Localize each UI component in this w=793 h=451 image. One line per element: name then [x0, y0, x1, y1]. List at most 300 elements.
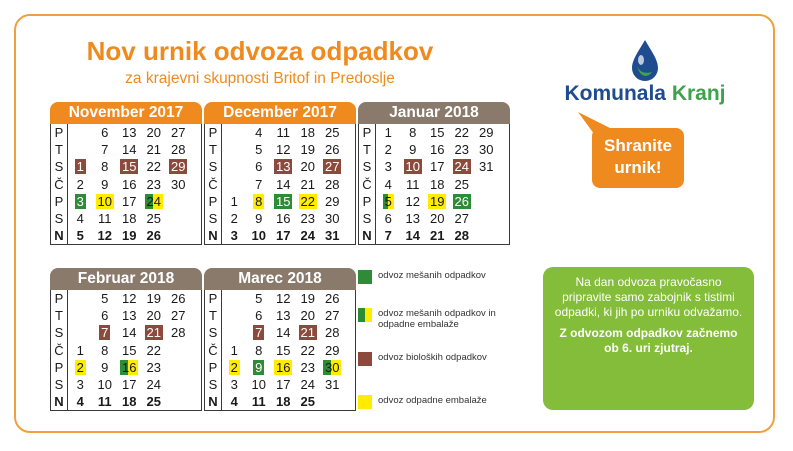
day-cell [247, 324, 272, 341]
day-number: 4 [230, 394, 238, 410]
day-number: 4 [255, 125, 263, 140]
week-row [359, 124, 509, 141]
day-number: 27 [325, 308, 340, 324]
day-number: 10 [251, 228, 266, 244]
day-number: 26 [325, 142, 340, 158]
day-cell [93, 193, 118, 210]
day-number: 17 [430, 159, 445, 175]
day-number: 12 [405, 193, 420, 209]
day-cell [142, 376, 167, 393]
day-number: 3 [384, 159, 392, 175]
day-cell [117, 324, 142, 341]
day-number: 14 [276, 176, 291, 192]
day-cell [222, 342, 247, 359]
day-number: 5 [384, 193, 392, 209]
calendar-november-2017 [50, 102, 202, 245]
week-row [51, 124, 201, 141]
day-cell [68, 141, 93, 158]
day-number: 28 [325, 176, 340, 192]
day-number: 21 [430, 228, 445, 244]
day-cell [296, 227, 321, 244]
day-number: 16 [122, 359, 137, 375]
day-cell [247, 193, 272, 210]
day-number: 20 [300, 308, 315, 324]
day-number: 25 [146, 394, 161, 410]
day-cell [166, 141, 191, 158]
day-number: 26 [454, 193, 469, 209]
day-cell [401, 124, 426, 141]
day-number: 10 [97, 193, 112, 209]
day-number: 27 [171, 125, 186, 140]
day-name: P [205, 290, 222, 307]
day-name: S [51, 376, 68, 393]
day-number: 5 [76, 228, 84, 244]
day-number: 15 [122, 342, 137, 358]
day-cell [271, 376, 296, 393]
day-number: 29 [171, 159, 186, 175]
day-cell [296, 193, 321, 210]
logo-wordmark [540, 82, 750, 106]
day-cell [142, 324, 167, 341]
day-number: 21 [300, 325, 315, 341]
day-cell [68, 290, 93, 307]
day-number: 3 [76, 376, 84, 392]
day-number: 19 [122, 228, 137, 244]
day-number: 5 [255, 142, 263, 158]
day-name: N [51, 393, 68, 410]
day-number: 10 [405, 159, 420, 175]
day-number: 26 [146, 228, 161, 244]
day-cell [222, 324, 247, 341]
day-cell [271, 359, 296, 376]
day-cell [68, 176, 93, 193]
day-number: 16 [122, 176, 137, 192]
day-number: 21 [146, 325, 161, 341]
day-cell [166, 210, 191, 227]
day-number: 20 [146, 125, 161, 140]
day-cell [117, 193, 142, 210]
day-cell [450, 227, 475, 244]
day-number: 8 [255, 342, 263, 358]
day-number: 31 [325, 228, 340, 244]
day-cell [166, 342, 191, 359]
day-number: 22 [146, 159, 161, 175]
day-number: 16 [276, 359, 291, 375]
week-row [51, 359, 201, 376]
day-cell [296, 158, 321, 175]
day-cell [474, 193, 499, 210]
day-cell [376, 176, 401, 193]
day-number: 5 [255, 291, 263, 306]
legend-swatch-yellow [358, 395, 372, 409]
week-row [205, 290, 355, 307]
day-cell [425, 193, 450, 210]
day-number: 3 [230, 376, 238, 392]
day-number: 21 [300, 176, 315, 192]
page-title: Nov urnik odvoza odpadkov [86, 36, 434, 66]
day-cell [93, 307, 118, 324]
day-cell [166, 290, 191, 307]
day-number: 11 [276, 125, 290, 140]
day-cell [247, 141, 272, 158]
day-cell [93, 141, 118, 158]
day-number: 8 [101, 159, 109, 175]
day-cell [450, 176, 475, 193]
day-name: S [359, 210, 376, 227]
company-logo [540, 38, 750, 108]
day-name: P [205, 359, 222, 376]
day-cell [320, 307, 345, 324]
day-cell [222, 307, 247, 324]
day-cell [117, 359, 142, 376]
day-cell [376, 141, 401, 158]
day-number: 22 [146, 342, 161, 358]
day-cell [320, 158, 345, 175]
day-cell [117, 393, 142, 410]
day-cell [271, 342, 296, 359]
day-number: 28 [171, 325, 186, 341]
day-cell [222, 393, 247, 410]
day-number: 24 [300, 228, 315, 244]
day-cell [166, 227, 191, 244]
day-number: 5 [101, 291, 109, 306]
day-cell [222, 141, 247, 158]
day-cell [247, 393, 272, 410]
day-cell [142, 176, 167, 193]
day-number: 20 [300, 159, 315, 175]
day-number: 3 [76, 193, 84, 209]
day-cell [320, 176, 345, 193]
day-cell [93, 290, 118, 307]
day-number: 25 [454, 176, 469, 192]
day-cell [117, 141, 142, 158]
day-cell [142, 393, 167, 410]
day-number: 29 [325, 193, 340, 209]
day-cell [166, 124, 191, 141]
day-cell [117, 290, 142, 307]
day-cell [117, 342, 142, 359]
day-number: 23 [454, 142, 469, 158]
day-number: 15 [122, 159, 137, 175]
month-header: November 2017 [50, 102, 202, 124]
day-cell [401, 141, 426, 158]
day-cell [117, 227, 142, 244]
day-name: P [51, 290, 68, 307]
day-cell [425, 158, 450, 175]
day-cell [271, 141, 296, 158]
day-cell [271, 193, 296, 210]
day-cell [142, 124, 167, 141]
day-number: 8 [409, 125, 417, 140]
day-number: 24 [146, 376, 161, 392]
day-number: 12 [276, 142, 291, 158]
day-number: 6 [255, 308, 263, 324]
day-name: Č [51, 176, 68, 193]
day-name: Č [51, 342, 68, 359]
calendar-januar-2018 [358, 102, 510, 245]
day-number: 12 [122, 291, 137, 306]
day-number: 24 [300, 376, 315, 392]
day-number: 9 [101, 359, 109, 375]
day-number: 11 [98, 210, 112, 226]
day-number: 18 [276, 394, 291, 410]
day-name: T [51, 141, 68, 158]
week-row [359, 193, 509, 210]
legend-label: odvoz mešanih odpadkov in odpadne embalaže [378, 308, 496, 330]
day-cell [93, 359, 118, 376]
day-cell [142, 210, 167, 227]
day-number: 24 [454, 159, 469, 175]
week-row [359, 176, 509, 193]
day-number: 26 [325, 291, 340, 306]
day-name: N [359, 227, 376, 244]
day-cell [222, 376, 247, 393]
day-number: 14 [405, 228, 420, 244]
day-name: S [51, 210, 68, 227]
day-number: 2 [76, 359, 84, 375]
day-number: 16 [276, 210, 291, 226]
day-cell [68, 193, 93, 210]
page-subtitle: za krajevni skupnosti Britof in Predoslje [125, 70, 395, 87]
day-number: 2 [384, 142, 392, 158]
day-number: 4 [76, 210, 84, 226]
day-number: 19 [300, 142, 315, 158]
month-grid [50, 124, 202, 245]
week-row [205, 342, 355, 359]
day-name: N [51, 227, 68, 244]
day-cell [142, 359, 167, 376]
day-number: 7 [101, 142, 109, 158]
day-cell [68, 307, 93, 324]
day-cell [425, 210, 450, 227]
week-row [51, 324, 201, 341]
day-number: 1 [230, 342, 238, 358]
day-number: 3 [230, 228, 238, 244]
day-cell [376, 210, 401, 227]
day-number: 28 [325, 325, 340, 341]
week-row [205, 210, 355, 227]
day-cell [271, 324, 296, 341]
day-cell [68, 210, 93, 227]
day-number: 11 [97, 394, 112, 410]
day-cell [142, 141, 167, 158]
day-cell [450, 210, 475, 227]
day-cell [222, 210, 247, 227]
day-name: S [205, 324, 222, 341]
day-cell [68, 359, 93, 376]
day-cell [93, 124, 118, 141]
day-cell [296, 176, 321, 193]
day-number: 15 [276, 342, 291, 358]
day-number: 9 [101, 176, 109, 192]
day-number: 29 [325, 342, 340, 358]
day-cell [166, 393, 191, 410]
day-cell [68, 393, 93, 410]
day-cell [271, 158, 296, 175]
day-cell [271, 210, 296, 227]
day-number: 8 [101, 342, 109, 358]
day-number: 1 [230, 193, 238, 209]
day-cell [247, 307, 272, 324]
day-number: 22 [300, 193, 315, 209]
day-cell [296, 324, 321, 341]
week-row [205, 227, 355, 244]
day-cell [376, 124, 401, 141]
day-number: 16 [430, 142, 445, 158]
day-cell [222, 227, 247, 244]
day-number: 6 [101, 308, 109, 324]
day-name: Č [205, 342, 222, 359]
day-cell [320, 324, 345, 341]
day-number: 27 [325, 159, 340, 175]
day-cell [296, 124, 321, 141]
month-grid [50, 290, 202, 411]
day-number: 23 [146, 359, 161, 375]
legend-swatch-brown [358, 352, 372, 366]
month-grid [204, 124, 356, 245]
day-number: 19 [300, 291, 315, 306]
day-cell [450, 124, 475, 141]
info-start-time: Z odvozom odpadkov začnemo ob 6. uri zjutraj. [559, 326, 738, 355]
week-row [205, 307, 355, 324]
day-cell [247, 290, 272, 307]
day-name: N [205, 227, 222, 244]
day-cell [320, 342, 345, 359]
day-name: S [359, 158, 376, 175]
day-number: 7 [255, 176, 263, 192]
day-cell [247, 342, 272, 359]
day-cell [271, 176, 296, 193]
day-cell [68, 227, 93, 244]
legend-swatch-green-yellow [358, 308, 372, 322]
day-number: 28 [454, 228, 469, 244]
day-cell [166, 376, 191, 393]
day-cell [271, 393, 296, 410]
day-cell [401, 193, 426, 210]
month-header: Februar 2018 [50, 268, 202, 290]
day-number: 9 [409, 142, 417, 158]
day-name: N [205, 393, 222, 410]
week-row [359, 227, 509, 244]
day-number: 27 [454, 210, 469, 226]
month-header: Januar 2018 [358, 102, 510, 124]
day-cell [222, 176, 247, 193]
day-name: P [51, 124, 68, 141]
day-cell [320, 393, 345, 410]
day-number: 6 [101, 125, 109, 140]
day-cell [142, 290, 167, 307]
day-cell [142, 342, 167, 359]
day-cell [401, 227, 426, 244]
day-cell [93, 158, 118, 175]
day-cell [320, 141, 345, 158]
calendar-marec-2018 [204, 268, 356, 411]
week-row [205, 141, 355, 158]
day-number: 6 [255, 159, 263, 175]
day-number: 20 [146, 308, 161, 324]
day-cell [271, 290, 296, 307]
logo-brand-kranj: Kranj [671, 82, 726, 105]
day-cell [247, 376, 272, 393]
day-number: 18 [122, 210, 137, 226]
day-number: 30 [325, 359, 340, 375]
day-cell [93, 393, 118, 410]
day-name: T [205, 141, 222, 158]
week-row [205, 158, 355, 175]
month-header: December 2017 [204, 102, 356, 124]
day-number: 22 [454, 125, 469, 140]
day-number: 23 [300, 359, 315, 375]
month-header: Marec 2018 [204, 268, 356, 290]
day-cell [376, 158, 401, 175]
day-number: 31 [479, 159, 494, 175]
legend-label: odvoz bioloških odpadkov [378, 352, 487, 363]
day-cell [320, 376, 345, 393]
day-number: 29 [479, 125, 494, 140]
day-number: 8 [255, 193, 263, 209]
info-text: Na dan odvoza pravočasno pripravite samo zabojnik s tistimi odpadki, ki jih po urniku odvažamo. [554, 275, 743, 319]
day-name: S [205, 158, 222, 175]
day-cell [296, 307, 321, 324]
day-name: S [51, 324, 68, 341]
day-cell [142, 158, 167, 175]
day-number: 30 [171, 176, 186, 192]
day-number: 19 [430, 193, 445, 209]
week-row [359, 158, 509, 175]
day-cell [68, 376, 93, 393]
day-number: 22 [300, 342, 315, 358]
day-number: 23 [146, 176, 161, 192]
day-number: 20 [430, 210, 445, 226]
day-cell [93, 227, 118, 244]
calendar-december-2017 [204, 102, 356, 245]
day-cell [93, 376, 118, 393]
day-cell [117, 210, 142, 227]
legend-label: odvoz odpadne embalaže [378, 395, 487, 406]
day-cell [296, 210, 321, 227]
day-number: 7 [384, 228, 392, 244]
day-number: 1 [76, 159, 84, 175]
water-drop-icon [540, 38, 750, 82]
week-row [51, 210, 201, 227]
day-number: 25 [146, 210, 161, 226]
save-schedule-bubble [592, 128, 684, 188]
day-number: 11 [251, 394, 266, 410]
day-name: Č [205, 176, 222, 193]
day-number: 25 [325, 125, 340, 140]
week-row [51, 290, 201, 307]
day-cell [401, 210, 426, 227]
week-row [51, 342, 201, 359]
week-row [205, 176, 355, 193]
day-cell [474, 227, 499, 244]
day-number: 13 [122, 125, 137, 140]
day-number: 30 [325, 210, 340, 226]
day-cell [296, 342, 321, 359]
day-number: 1 [76, 342, 84, 358]
day-name: T [205, 307, 222, 324]
day-number: 11 [406, 176, 420, 192]
day-cell [296, 290, 321, 307]
day-number: 6 [384, 210, 392, 226]
day-number: 10 [97, 376, 112, 392]
day-cell [376, 193, 401, 210]
day-name: S [205, 210, 222, 227]
day-number: 17 [122, 376, 137, 392]
day-cell [222, 290, 247, 307]
day-cell [166, 359, 191, 376]
day-number: 15 [430, 125, 445, 140]
